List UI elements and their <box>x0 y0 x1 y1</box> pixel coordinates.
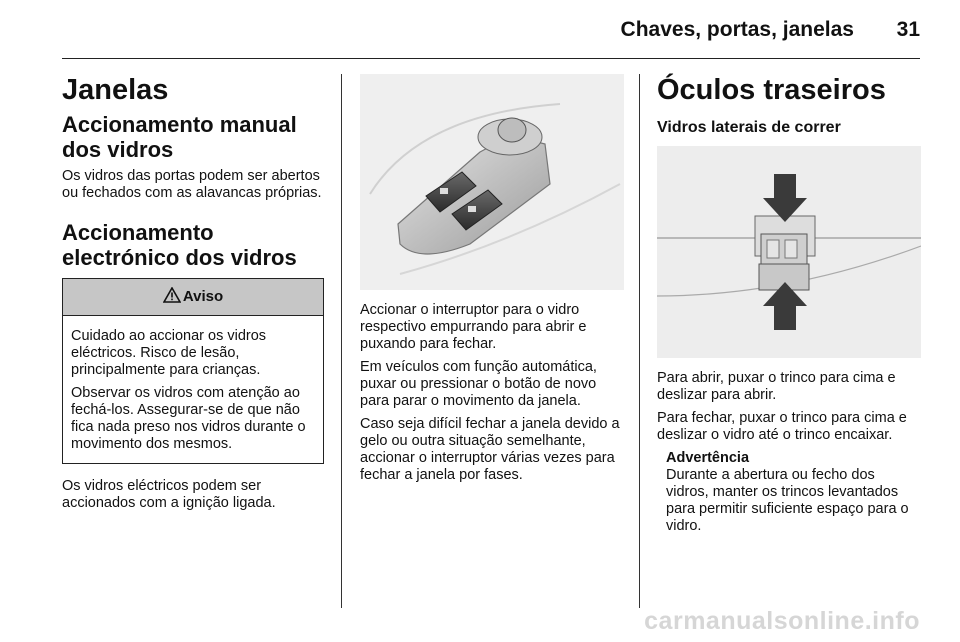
heading-rear-windows: Óculos traseiros <box>657 74 886 106</box>
column-divider <box>341 74 342 608</box>
sliding-window-latch-illustration <box>657 146 921 358</box>
note-title: Advertência <box>666 450 750 466</box>
warning-header <box>63 279 323 316</box>
paragraph: Para abrir, puxar o trinco para cima e deslizar para abrir. <box>657 370 896 403</box>
column-left <box>62 74 324 518</box>
paragraph: Para fechar, puxar o trinco para cima e deslizar o vidro até o trinco encaixar. <box>657 410 907 443</box>
heading-janelas: Janelas <box>62 74 169 106</box>
column-middle <box>360 74 624 490</box>
page-number: 31 <box>896 18 920 41</box>
page-header <box>62 14 920 59</box>
paragraph: Em veículos com função automática, puxar ou pressionar o botão de novo para parar o movimento da janela. <box>360 359 597 409</box>
paragraph: Os vidros eléctricos podem ser accionados com a ignição ligada. <box>62 478 276 511</box>
column-divider <box>639 74 640 608</box>
note-text: Durante a abertura ou fecho dos vidros, manter os trincos levantados para permitir suficiente espaço para o vidro. <box>666 467 909 534</box>
warning-paragraph: Observar os vidros com atenção ao fechá-los. Assegurar-se de que não fica nada preso nos vidros durante o movimento dos mesmos. <box>71 385 306 452</box>
heading-manual-windows: Accionamento manual dos vidros <box>62 112 297 162</box>
watermark: carmanualsonline.info <box>644 607 920 635</box>
warning-paragraph: Cuidado ao accionar os vidros eléctricos. Risco de lesão, principalmente para crianças. <box>71 328 267 378</box>
window-switch-illustration <box>360 74 624 290</box>
paragraph: Os vidros das portas podem ser abertos ou fechados com as alavancas próprias. <box>62 168 322 201</box>
warning-box <box>62 278 324 464</box>
note-box <box>657 450 921 535</box>
paragraph: Caso seja difícil fechar a janela devido a gelo ou outra situação semelhante, accionar o interruptor várias vezes para fechar a janela por fases. <box>360 416 620 483</box>
warning-title: Aviso <box>182 288 224 305</box>
heading-electronic-windows: Accionamento electrónico dos vidros <box>62 220 297 270</box>
column-right <box>657 74 921 541</box>
paragraph: Accionar o interruptor para o vidro respectivo empurrando para abrir e puxando para fechar. <box>360 302 587 352</box>
warning-triangle-icon <box>163 287 181 303</box>
subheading-sliding-windows: Vidros laterais de correr <box>657 119 841 136</box>
section-title: Chaves, portas, janelas <box>620 18 854 41</box>
